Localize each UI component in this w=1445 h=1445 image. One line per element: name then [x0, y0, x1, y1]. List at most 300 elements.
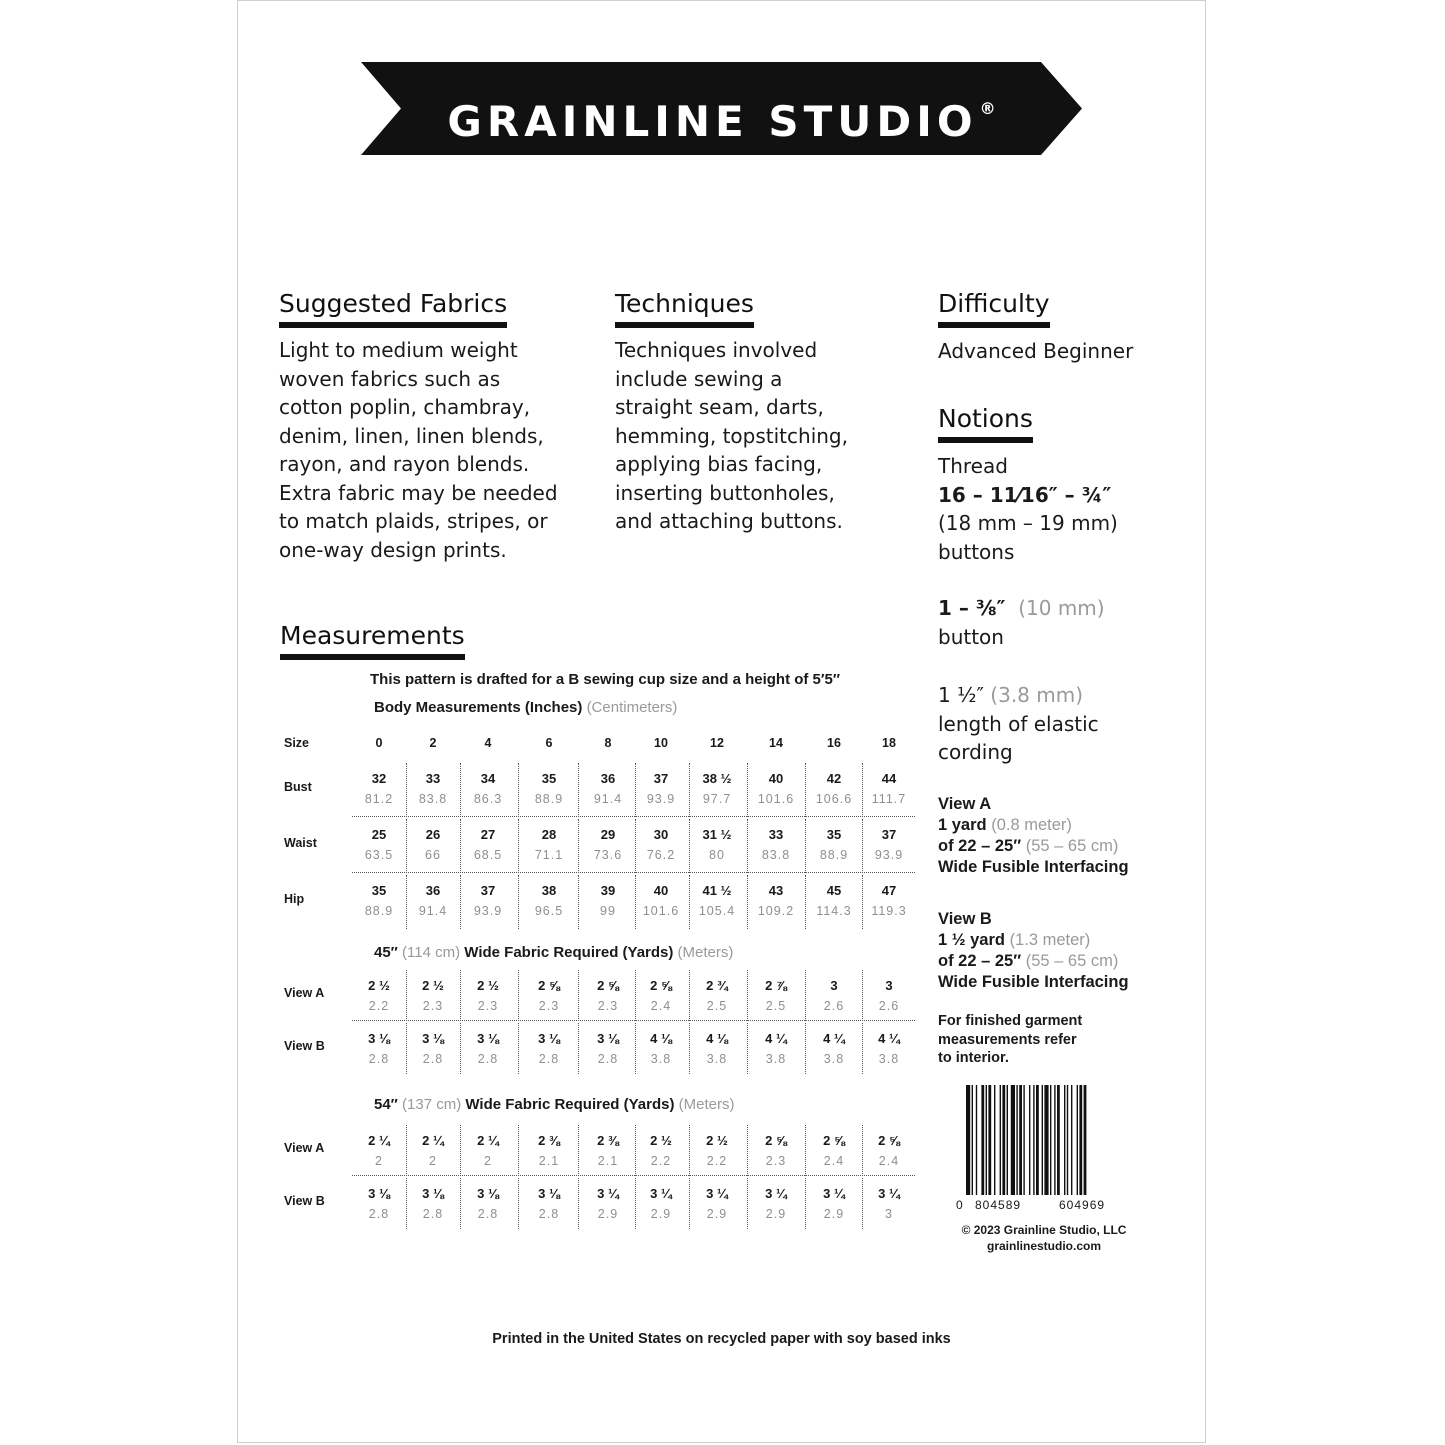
- fabric-54-metric-value: 2.8: [538, 1207, 560, 1221]
- grid-line: [460, 1023, 461, 1074]
- grid-line: [747, 819, 748, 873]
- grid-line: [689, 875, 690, 929]
- fabric-45-value: 2 ½: [368, 978, 390, 993]
- grid-line: [578, 819, 579, 873]
- body-cell: [806, 771, 862, 806]
- grid-line: [352, 872, 915, 873]
- notions-heading: Notions: [938, 403, 1033, 443]
- fabric-45-value: 3 ⅛: [597, 1031, 619, 1046]
- grid-line: [805, 1023, 806, 1074]
- difficulty-value: Advanced Beginner: [938, 339, 1134, 363]
- body-cell: [689, 883, 745, 918]
- grid-line: [805, 819, 806, 873]
- body-metric-value: 93.9: [646, 792, 676, 806]
- body-value: 35: [541, 771, 557, 786]
- body-cell: [689, 827, 745, 862]
- grid-line: [460, 819, 461, 873]
- body-metric-value: 99: [600, 904, 616, 918]
- fabric-54-metric-value: 2.9: [706, 1207, 728, 1221]
- grid-line: [518, 970, 519, 1021]
- note-line-3: to interior.: [938, 1050, 1009, 1066]
- techniques-text: Techniques involved include sewing a straight seam, darts, hemming, topstitching, applying bias facing, inserting buttonholes, and attaching buttons.: [615, 338, 848, 533]
- fabric-54-width-metric: (137 cm): [402, 1096, 462, 1113]
- finished-measurements-note: [938, 1012, 1082, 1068]
- fabric-54-cell: [351, 1133, 407, 1168]
- grid-line: [518, 819, 519, 873]
- view-a-width-metric: (55 – 65 cm): [1025, 837, 1119, 855]
- body-value: 27: [480, 827, 496, 842]
- grid-line: [460, 970, 461, 1021]
- button-qty: 1 – ⅜″: [938, 596, 1006, 620]
- body-metric-value: 97.7: [702, 792, 732, 806]
- fabric-45-value: 4 ⅛: [706, 1031, 728, 1046]
- fabric-45-cell: [748, 1031, 804, 1066]
- body-metric-value: 93.9: [874, 848, 904, 862]
- notions-elastic-qty: [938, 681, 1083, 710]
- body-metric-value: 88.9: [364, 904, 394, 918]
- fabric-54-value: 2 ⅝: [878, 1133, 900, 1148]
- grid-line: [635, 819, 636, 873]
- body-value: 44: [881, 771, 897, 786]
- grid-line: [406, 970, 407, 1021]
- fabric-54-metric-value: 2.8: [477, 1207, 499, 1221]
- techniques-heading: Techniques: [615, 288, 754, 328]
- grid-line: [747, 1178, 748, 1229]
- notions-button-label: button: [938, 625, 1004, 649]
- notions-buttons-label: buttons: [938, 540, 1015, 564]
- fabric-54-cell: [748, 1133, 804, 1168]
- fabric-54-value: 2 ⅜: [538, 1133, 560, 1148]
- fabric-54-cell: [521, 1186, 577, 1221]
- fabric-54-value: 2 ½: [650, 1133, 672, 1148]
- fabric-45-value: 2 ½: [477, 978, 499, 993]
- body-value: 35: [826, 827, 842, 842]
- fabric-54-metric-value: 2.1: [538, 1154, 560, 1168]
- grid-line: [635, 970, 636, 1021]
- fabric-45-metric-value: 3.8: [765, 1052, 787, 1066]
- barcode-icon: [966, 1085, 1122, 1195]
- body-value: 29: [600, 827, 616, 842]
- view-b-qty-value: 1 ½ yard: [938, 931, 1005, 949]
- fabric-54-metric-value: 2.1: [597, 1154, 619, 1168]
- size-18-header: 18: [882, 736, 896, 750]
- body-metric-value: 101.6: [642, 904, 680, 918]
- size-12-header: 12: [710, 736, 724, 750]
- fabric-45-metric-value: 2.3: [597, 999, 619, 1013]
- fabric-45-metric-value: 2.6: [878, 999, 900, 1013]
- fabric-45-value: 2 ⅝: [597, 978, 619, 993]
- fabric-54-cell: [633, 1133, 689, 1168]
- fabric-45-value: 3: [830, 978, 838, 993]
- body-value: 34: [480, 771, 496, 786]
- body-cell: [580, 827, 636, 862]
- view-b-width-metric: (55 – 65 cm): [1025, 952, 1119, 970]
- fabric-54-value: 2 ¼: [422, 1133, 444, 1148]
- body-cell: [633, 771, 689, 806]
- fabric-54-value: 3 ⅛: [368, 1186, 390, 1201]
- fabric-54-metric-value: 2.2: [706, 1154, 728, 1168]
- view-a-width-value: of 22 – 25″: [938, 837, 1022, 855]
- view-a-title: View A: [938, 795, 992, 813]
- fabric-54-value: 3 ⅛: [422, 1186, 444, 1201]
- fabric-54-cell: [806, 1133, 862, 1168]
- size-14-header: 14: [769, 736, 783, 750]
- grid-line: [635, 1178, 636, 1229]
- body-metric-value: 73.6: [593, 848, 623, 862]
- fabric-54-cell: [460, 1133, 516, 1168]
- view-a-qty: [938, 815, 1129, 836]
- fabric-45-cell: [580, 978, 636, 1013]
- body-cell: [580, 771, 636, 806]
- fabric-54-value: 2 ⅜: [597, 1133, 619, 1148]
- fabric-45-cell: [806, 1031, 862, 1066]
- fabric-54-value: 3 ¼: [823, 1186, 845, 1201]
- fabric-45-value: 2 ⅝: [538, 978, 560, 993]
- fabric-45-cell: [689, 1031, 745, 1066]
- grid-line: [747, 1125, 748, 1176]
- grid-line: [635, 1125, 636, 1176]
- fabric-54-cell: [633, 1186, 689, 1221]
- fabric-54-cell: [861, 1186, 917, 1221]
- copyright: [958, 1222, 1130, 1254]
- fabric-45-metric-value: 2.8: [422, 1052, 444, 1066]
- body-value: 37: [881, 827, 897, 842]
- fabric-45-metric-value: 2.6: [823, 999, 845, 1013]
- grid-line: [518, 1178, 519, 1229]
- fabric-45-value: 2 ⅞: [765, 978, 787, 993]
- body-value: 38: [541, 883, 557, 898]
- fabric-54-row-label: View A: [284, 1140, 325, 1155]
- body-metric-value: 76.2: [646, 848, 676, 862]
- fabric-54-cell: [405, 1133, 461, 1168]
- fabric-45-title: [374, 944, 733, 961]
- fabric-45-metric-value: 2.8: [368, 1052, 390, 1066]
- fabric-45-metric-value: 3.8: [878, 1052, 900, 1066]
- fabric-45-metric-value: 2.2: [368, 999, 390, 1013]
- fabric-54-metric-value: 2.4: [823, 1154, 845, 1168]
- grid-line: [578, 1178, 579, 1229]
- size-10-header: 10: [654, 736, 668, 750]
- grid-line: [805, 1178, 806, 1229]
- body-value: 40: [768, 771, 784, 786]
- body-value: 35: [371, 883, 387, 898]
- fabric-54-width: 54″: [374, 1096, 398, 1113]
- size-4-header: 4: [484, 736, 492, 750]
- grid-line: [689, 763, 690, 817]
- fabric-54-cell: [460, 1186, 516, 1221]
- website: grainlinestudio.com: [986, 1239, 1101, 1253]
- body-value: 45: [826, 883, 842, 898]
- body-value: 26: [425, 827, 441, 842]
- notions-elastic-label-2: cording: [938, 740, 1013, 764]
- fabric-45-cell: [861, 1031, 917, 1066]
- fabric-54-value: 2 ¼: [368, 1133, 390, 1148]
- body-value: 47: [881, 883, 897, 898]
- fabric-45-value: 4 ⅛: [650, 1031, 672, 1046]
- grid-line: [689, 1178, 690, 1229]
- body-metric-value: 88.9: [819, 848, 849, 862]
- notions-buttons-metric: (18 mm – 19 mm): [938, 511, 1118, 535]
- fabric-54-cell: [806, 1186, 862, 1221]
- fabric-54-value: 3 ¼: [650, 1186, 672, 1201]
- body-cell: [405, 883, 461, 918]
- body-cell: [405, 827, 461, 862]
- body-value: 37: [480, 883, 496, 898]
- fabric-45-metric-value: 2.5: [706, 999, 728, 1013]
- fabric-45-value: 3 ⅛: [477, 1031, 499, 1046]
- copyright-line: © 2023 Grainline Studio, LLC: [961, 1223, 1127, 1237]
- size-16-header: 16: [827, 736, 841, 750]
- fabric-45-metric-value: 2.3: [538, 999, 560, 1013]
- body-metric-value: 91.4: [418, 904, 448, 918]
- grid-line: [689, 1125, 690, 1176]
- buttons-qty: 16 – 11⁄16″ – ¾″: [938, 483, 1112, 507]
- view-b-desc: Wide Fusible Interfacing: [938, 973, 1129, 991]
- fabric-45-metric-value: 2.8: [538, 1052, 560, 1066]
- grid-line: [689, 970, 690, 1021]
- body-metric-value: 66: [425, 848, 441, 862]
- body-cell: [633, 827, 689, 862]
- view-a-qty-value: 1 yard: [938, 816, 987, 834]
- body-metric-value: 80: [709, 848, 725, 862]
- fabric-54-cell: [405, 1186, 461, 1221]
- body-metric-value: 111.7: [871, 792, 907, 806]
- body-value: 40: [653, 883, 669, 898]
- grid-line: [805, 875, 806, 929]
- body-value: 30: [653, 827, 669, 842]
- brand-name-text: GRAINLINE STUDIO: [447, 97, 978, 146]
- grid-line: [635, 1023, 636, 1074]
- fabric-54-cell: [689, 1133, 745, 1168]
- fabric-54-label: Wide Fabric Required (Yards): [465, 1096, 675, 1113]
- body-metric-value: 101.6: [757, 792, 795, 806]
- fabric-45-cell: [806, 978, 862, 1013]
- view-b-notes: [938, 909, 1129, 993]
- body-measurements-title: [374, 699, 677, 716]
- body-metric-value: 71.1: [534, 848, 564, 862]
- grid-line: [406, 763, 407, 817]
- fabric-45-cell: [748, 978, 804, 1013]
- difficulty-heading: Difficulty: [938, 288, 1050, 328]
- fabric-54-cell: [580, 1133, 636, 1168]
- fabric-45-value: 2 ½: [422, 978, 444, 993]
- fabric-45-cell: [861, 978, 917, 1013]
- body-metric-value: 114.3: [816, 904, 852, 918]
- fabric-45-cell: [351, 978, 407, 1013]
- fabric-54-metric-value: 2.9: [823, 1207, 845, 1221]
- grid-line: [352, 816, 915, 817]
- fabric-45-metric-value: 2.8: [597, 1052, 619, 1066]
- fabric-54-title: [374, 1096, 735, 1113]
- body-value: 43: [768, 883, 784, 898]
- measurements-intro: This pattern is drafted for a B sewing cup size and a height of 5′5″: [370, 671, 841, 688]
- fabric-45-metric-value: 3.8: [706, 1052, 728, 1066]
- size-label: Size: [284, 736, 310, 750]
- fabric-54-value: 3 ¼: [706, 1186, 728, 1201]
- fabric-54-value: 3 ¼: [878, 1186, 900, 1201]
- fabric-54-metric-value: 2.8: [368, 1207, 390, 1221]
- grid-line: [635, 875, 636, 929]
- body-value: 42: [826, 771, 842, 786]
- view-b-qty: [938, 930, 1129, 951]
- grid-line: [747, 970, 748, 1021]
- button-metric: (10 mm): [1018, 596, 1105, 620]
- grid-line: [862, 1125, 863, 1176]
- body-cell: [405, 771, 461, 806]
- grid-line: [805, 1125, 806, 1176]
- body-metric-value: 96.5: [534, 904, 564, 918]
- grid-line: [805, 970, 806, 1021]
- grid-line: [862, 1178, 863, 1229]
- body-cell: [806, 883, 862, 918]
- fabric-54-metric-value: 2: [484, 1154, 492, 1168]
- grid-line: [578, 1023, 579, 1074]
- body-metric-value: 63.5: [364, 848, 394, 862]
- view-a-width: [938, 836, 1129, 857]
- grid-line: [862, 875, 863, 929]
- grid-line: [747, 1023, 748, 1074]
- fabric-54-value: 3 ¼: [765, 1186, 787, 1201]
- body-cell: [806, 827, 862, 862]
- brand-name: [361, 62, 1082, 155]
- body-title-inches: Body Measurements (Inches): [374, 699, 583, 716]
- view-b-width-value: of 22 – 25″: [938, 952, 1022, 970]
- notions-buttons-qty: [938, 481, 1111, 510]
- notions-thread: Thread: [938, 454, 1008, 478]
- fabric-45-cell: [521, 1031, 577, 1066]
- barcode-right-digits: 604969: [1059, 1198, 1106, 1212]
- fabric-45-metric-value: 2.4: [650, 999, 672, 1013]
- note-line-2: measurements refer: [938, 1031, 1077, 1048]
- fabric-45-value: 2 ¾: [706, 978, 728, 993]
- grid-line: [406, 1125, 407, 1176]
- grid-line: [862, 1023, 863, 1074]
- view-a-qty-metric: (0.8 meter): [991, 816, 1072, 834]
- body-cell: [748, 883, 804, 918]
- fabric-45-metric-value: 3.8: [650, 1052, 672, 1066]
- fabric-54-value: 2 ½: [706, 1133, 728, 1148]
- fabric-45-cell: [689, 978, 745, 1013]
- body-cell: [351, 883, 407, 918]
- fabric-45-cell: [521, 978, 577, 1013]
- body-cell: [861, 771, 917, 806]
- grid-line: [406, 819, 407, 873]
- body-title-cm: (Centimeters): [586, 699, 678, 716]
- fabric-54-value: 2 ⅝: [823, 1133, 845, 1148]
- fabric-45-value: 3 ⅛: [422, 1031, 444, 1046]
- brand-banner: [361, 62, 1082, 155]
- grid-line: [518, 763, 519, 817]
- barcode-left-digits: 804589: [975, 1198, 1022, 1212]
- fabric-54-metric-value: 2.2: [650, 1154, 672, 1168]
- fabric-54-cell: [861, 1133, 917, 1168]
- body-cell: [580, 883, 636, 918]
- fabric-54-label-metric: (Meters): [678, 1096, 735, 1113]
- fabric-54-value: 2 ¼: [477, 1133, 499, 1148]
- fabric-54-value: 3 ⅛: [538, 1186, 560, 1201]
- body-value: 38 ½: [702, 771, 732, 786]
- grid-line: [862, 819, 863, 873]
- body-metric-value: 91.4: [593, 792, 623, 806]
- view-a-notes: [938, 794, 1129, 878]
- grid-line: [689, 1023, 690, 1074]
- body-metric-value: 68.5: [473, 848, 503, 862]
- fabric-54-metric-value: 2: [375, 1154, 383, 1168]
- fabric-45-cell: [580, 1031, 636, 1066]
- notions-button-qty: [938, 594, 1105, 623]
- fabric-54-cell: [689, 1186, 745, 1221]
- fabric-45-cell: [633, 1031, 689, 1066]
- fabric-54-row-label: View B: [284, 1193, 325, 1208]
- body-metric-value: 93.9: [473, 904, 503, 918]
- fabric-45-cell: [405, 1031, 461, 1066]
- fabric-54-metric-value: 2.4: [878, 1154, 900, 1168]
- fabric-54-metric-value: 2.9: [597, 1207, 619, 1221]
- body-row-label: Bust: [284, 780, 312, 794]
- body-row-label: Hip: [284, 892, 305, 906]
- view-b-width: [938, 951, 1129, 972]
- fabric-54-cell: [748, 1186, 804, 1221]
- grid-line: [689, 819, 690, 873]
- fabric-54-metric-value: 2: [429, 1154, 437, 1168]
- size-2-header: 2: [429, 736, 437, 750]
- fabric-54-metric-value: 2.8: [422, 1207, 444, 1221]
- fabric-54-metric-value: 2.3: [765, 1154, 787, 1168]
- grid-line: [862, 763, 863, 817]
- grid-line: [406, 1023, 407, 1074]
- body-value: 41 ½: [702, 883, 732, 898]
- view-a-desc: Wide Fusible Interfacing: [938, 858, 1129, 876]
- body-cell: [521, 883, 577, 918]
- body-metric-value: 83.8: [418, 792, 448, 806]
- body-metric-value: 88.9: [534, 792, 564, 806]
- fabric-45-width-metric: (114 cm): [402, 944, 461, 961]
- fabric-54-cell: [521, 1133, 577, 1168]
- body-metric-value: 106.6: [815, 792, 853, 806]
- fabric-45-cell: [460, 1031, 516, 1066]
- fabric-45-row-label: View B: [284, 1038, 325, 1053]
- grid-line: [578, 763, 579, 817]
- grid-line: [578, 1125, 579, 1176]
- barcode-lead-digit: 0: [956, 1198, 964, 1212]
- registered-mark: ®: [979, 99, 996, 118]
- body-value: 28: [541, 827, 557, 842]
- fabric-45-metric-value: 2.3: [477, 999, 499, 1013]
- fabric-54-metric-value: 2.9: [650, 1207, 672, 1221]
- fabric-45-value: 4 ¼: [878, 1031, 900, 1046]
- fabric-45-cell: [351, 1031, 407, 1066]
- body-metric-value: 105.4: [698, 904, 736, 918]
- fabric-45-value: 3 ⅛: [538, 1031, 560, 1046]
- body-cell: [861, 827, 917, 862]
- fabric-54-value: 3 ¼: [597, 1186, 619, 1201]
- fabric-45-metric-value: 3.8: [823, 1052, 845, 1066]
- grid-line: [862, 970, 863, 1021]
- grid-line: [460, 875, 461, 929]
- body-cell: [351, 771, 407, 806]
- size-0-header: 0: [375, 736, 383, 750]
- view-b-title: View B: [938, 910, 992, 928]
- fabric-45-value: 4 ¼: [765, 1031, 787, 1046]
- grid-line: [578, 970, 579, 1021]
- fabric-45-cell: [633, 978, 689, 1013]
- grid-line: [518, 1023, 519, 1074]
- body-metric-value: 81.2: [364, 792, 394, 806]
- size-8-header: 8: [604, 736, 612, 750]
- fabric-54-metric-value: 2.9: [765, 1207, 787, 1221]
- body-value: 32: [371, 771, 387, 786]
- body-metric-value: 83.8: [761, 848, 791, 862]
